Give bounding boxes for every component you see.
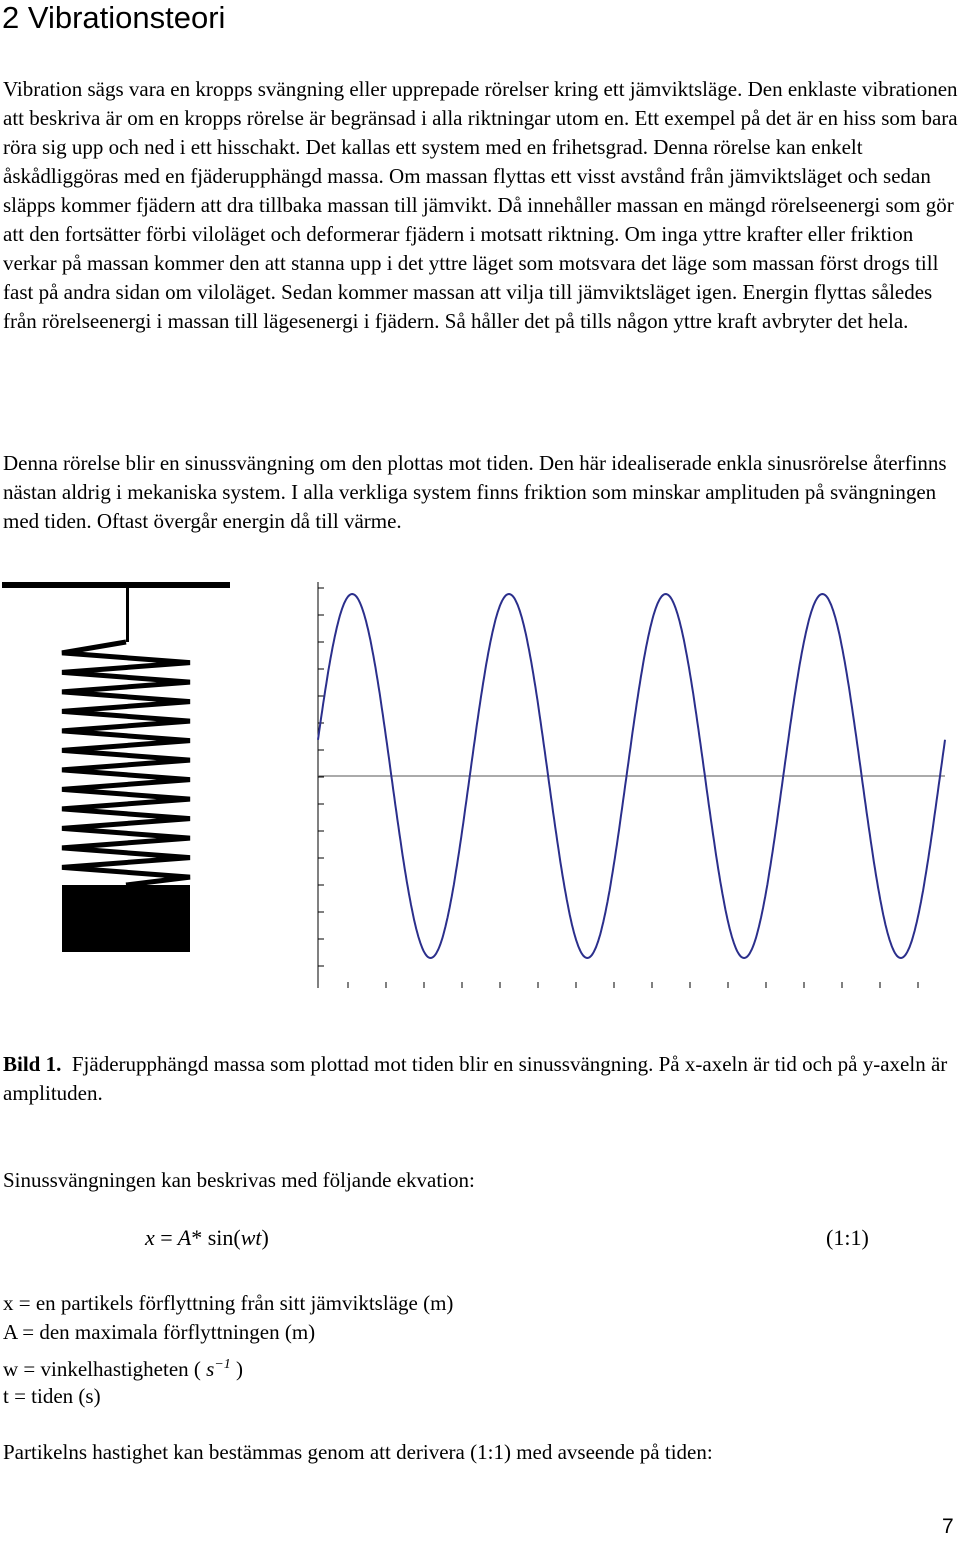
sine-paragraph: Denna rörelse blir en sinussvängning om den plottas mot tiden. Den här idealiserade enkla sinusrörelse återfinns nästan aldrig i mekaniska system. I alla verkliga system finns friktion som minskar amplituden på svängningen med tiden. Oftast övergår energin då till värme. [3,451,947,533]
eq-equals: = [160,1225,173,1250]
eq-x: x [145,1225,155,1250]
figure-caption [3,1050,958,1108]
def-w-close: ) [236,1357,244,1381]
def-w-unit: s [206,1357,215,1381]
eq-amplitude: A [177,1225,192,1250]
equation-intro: Sinussvängningen kan beskrivas med följande ekvation: [3,1168,475,1192]
eq-arg: wt [240,1225,262,1250]
def-x: x = en partikels förflyttning från sitt jämviktsläge (m) [3,1291,454,1315]
sine-equation [145,1225,269,1251]
page-number: 7 [942,1515,954,1538]
eq-star: * [191,1225,203,1250]
sine-plot [318,582,945,988]
caption-text: Fjäderupphängd massa som plottad mot tiden blir en sinussvängning. På x-axeln är tid och på y-axeln är amplituden. [3,1052,948,1105]
variable-definitions [3,1289,453,1411]
spring-sine-figure [0,578,960,1018]
intro-paragraph: Vibration sägs vara en kropps svängning eller upprepade rörelser kring ett jämviktsläge. Den enklaste vibrationen att beskriva är om en kropps rörelse är begränsad i alla riktningar utom en. Ett exempel på det är en hiss som bara röra sig upp och ned i ett hisschakt. Det kallas ett system med en frihetsgrad. Denna rörelse kan enkelt åskådliggöras med en fjäderupphängd massa. Om massan flyttas ett visst avstånd från jämviktsläget och sedan släpps kommer fjädern att dra tillbaka massan till jämvikt. Då innehåller massan en mängd rörelseenergi som gör att den fortsätter förbi viloläget och deformerar fjädern i motsatt riktning. Om inga yttre krafter eller friktion verkar på massan kommer den att stanna upp i det yttre läget som motsvara det läge som massan först drogs till fast på andra sidan om viloläget. Sedan kommer massan att vilja till jämviktsläget igen. Energin flyttas således från rörelseenergi i massan till lägesenergi i fjädern. Så håller det på tills någon yttre kraft avbryter det hela. [3,77,958,333]
section-heading: 2 Vibrationsteori [2,0,226,35]
axis-ticks [318,588,918,988]
mass-block [62,885,190,952]
equation-number: (1:1) [826,1225,869,1250]
caption-label: Bild 1. [3,1052,62,1076]
spring-coil [62,642,190,885]
def-w-text: w = vinkelhastigheten ( [3,1357,201,1381]
def-w [3,1347,453,1382]
eq-close: ) [261,1225,269,1250]
def-t: t = tiden (s) [3,1384,101,1408]
ceiling-bar [2,582,230,588]
def-a: A = den maximala förflyttningen (m) [3,1320,316,1344]
def-w-exp: −1 [214,1357,231,1372]
spring-mass-diagram [2,582,230,952]
suspension-wire [126,582,129,642]
velocity-paragraph: Partikelns hastighet kan bestämmas genom att derivera (1:1) med avseende på tiden: [3,1440,713,1464]
eq-func: sin( [207,1225,241,1250]
